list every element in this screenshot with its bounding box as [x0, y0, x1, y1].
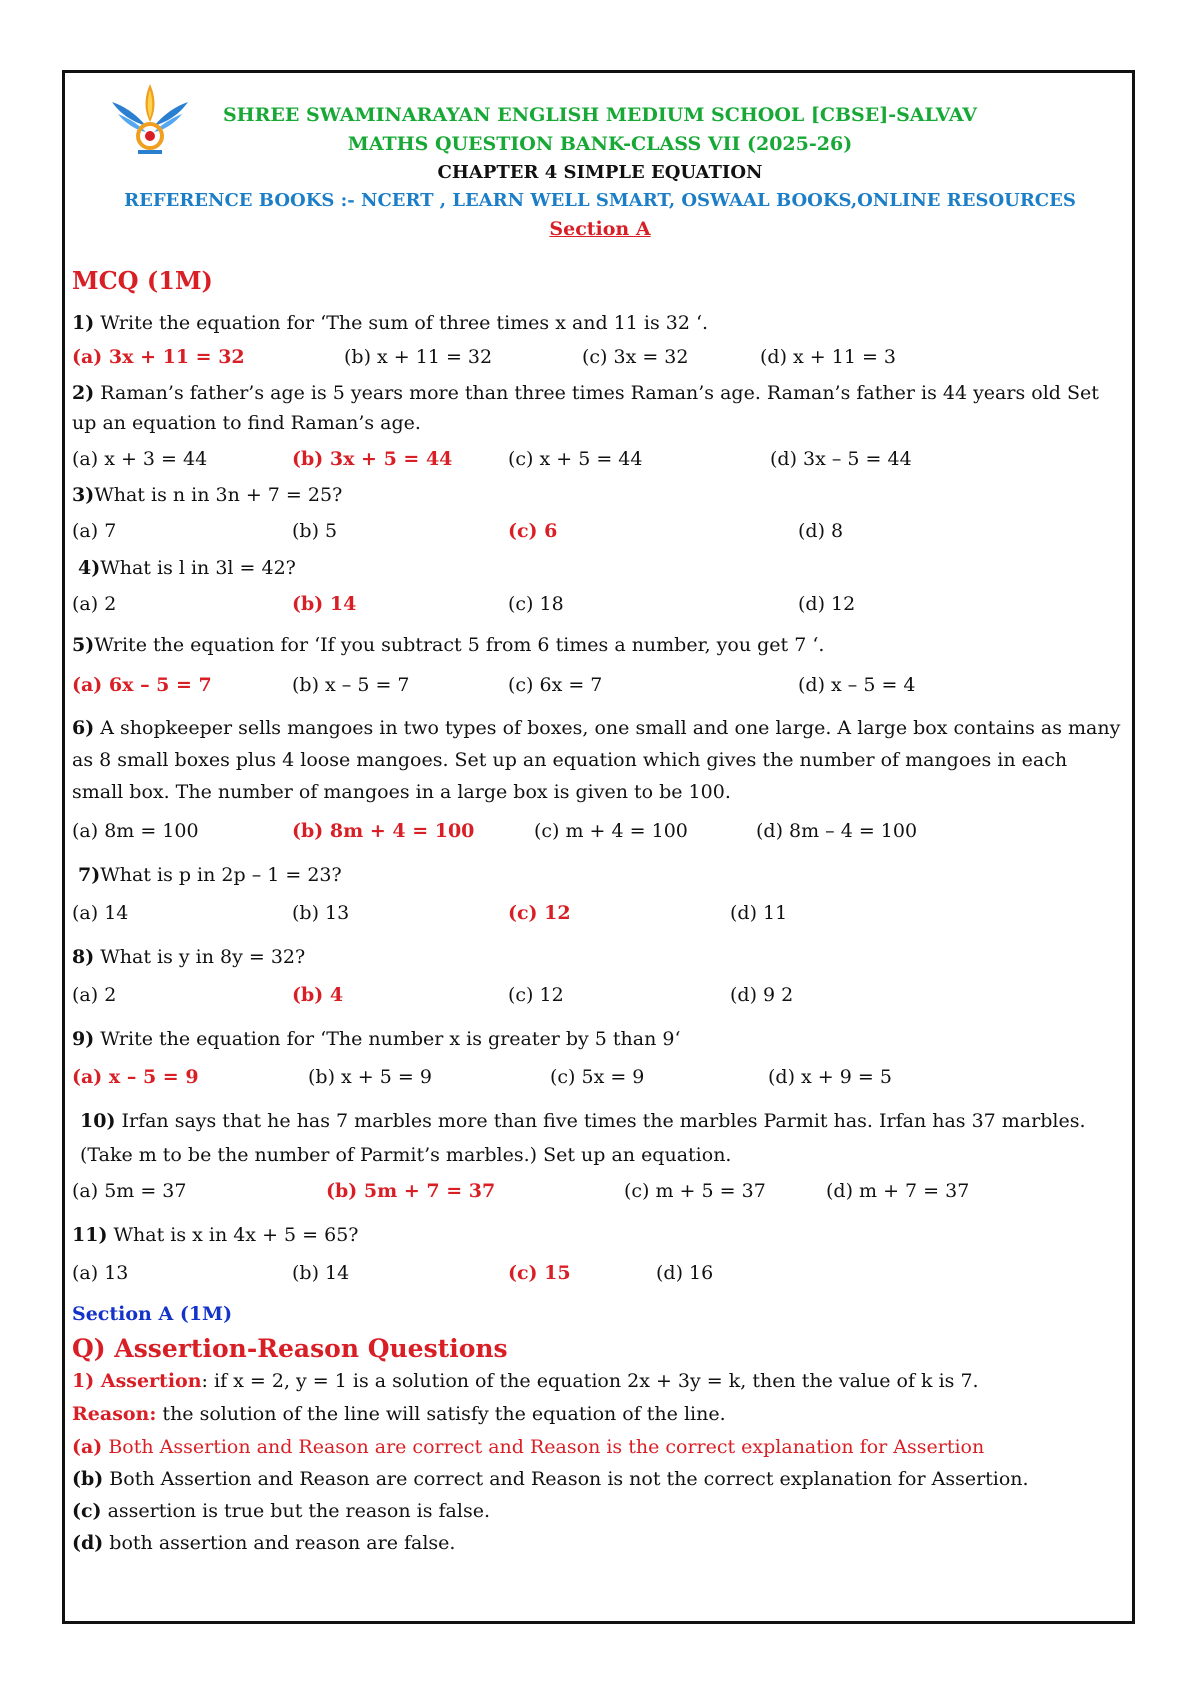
option-a: (a) 6x – 5 = 7	[72, 674, 212, 696]
assertion-reason-heading: Q) Assertion-Reason Questions	[72, 1334, 508, 1363]
option-b: (b) 3x + 5 = 44	[292, 448, 453, 470]
mcq-heading: MCQ (1M)	[72, 266, 213, 295]
option-d: (d) 16	[656, 1262, 714, 1284]
option-c: (c) 12	[508, 902, 571, 924]
option-b: (b) 5	[292, 520, 338, 542]
question-4: 4)What is l in 3l = 42?	[78, 557, 296, 579]
assertion-line: 1) Assertion: if x = 2, y = 1 is a solution of the equation 2x + 3y = k, then the value of k is 7.	[72, 1370, 979, 1392]
option-c: (c) m + 5 = 37	[624, 1180, 766, 1202]
question-6: 6) A shopkeeper sells mangoes in two types of boxes, one small and one large. A large box contains as many as 8 small boxes plus 4 loose mangoes. Set up an equation which gives the number of mangoes in each small box. The number of mangoes in a large box is given to be 100.	[72, 717, 1121, 803]
ar-option-d: (d) both assertion and reason are false.	[72, 1532, 456, 1554]
option-a: (a) 2	[72, 984, 117, 1006]
question-10: 10) Irfan says that he has 7 marbles more than five times the marbles Parmit has. Irfan has 37 marbles. (Take m to be the number of Parmit’s marbles.) Set up an equation.	[80, 1110, 1086, 1166]
option-d: (d) x – 5 = 4	[798, 674, 916, 696]
question-8: 8) What is y in 8y = 32?	[72, 946, 306, 968]
option-a: (a) 7	[72, 520, 117, 542]
question-2: 2) Raman’s father’s age is 5 years more than three times Raman’s age. Raman’s father is 44 years old Set up an equation to find Raman’s age.	[72, 382, 1099, 434]
option-c: (c) 18	[508, 593, 564, 615]
ar-option-c: (c) assertion is true but the reason is false.	[72, 1500, 490, 1522]
option-a: (a) 14	[72, 902, 129, 924]
option-d: (d) x + 9 = 5	[768, 1066, 892, 1088]
option-c: (c) m + 4 = 100	[534, 820, 688, 842]
option-c: (c) 5x = 9	[550, 1066, 645, 1088]
reference-books: REFERENCE BOOKS :- NCERT , LEARN WELL SMART, OSWAAL BOOKS,ONLINE RESOURCES	[124, 190, 1076, 211]
option-a: (a) 13	[72, 1262, 129, 1284]
option-c: (c) 15	[508, 1262, 571, 1284]
option-c: (c) 12	[508, 984, 564, 1006]
option-b: (b) 14	[292, 1262, 350, 1284]
question-11: 11) What is x in 4x + 5 = 65?	[72, 1224, 359, 1246]
section-title: Section A	[549, 218, 651, 240]
chapter-title: CHAPTER 4 SIMPLE EQUATION	[437, 162, 763, 183]
question-7: 7)What is p in 2p – 1 = 23?	[78, 864, 342, 886]
question-5: 5)Write the equation for ‘If you subtract 5 from 6 times a number, you get 7 ‘.	[72, 634, 825, 656]
option-a: (a) x + 3 = 44	[72, 448, 208, 470]
option-a: (a) x – 5 = 9	[72, 1066, 199, 1088]
option-a: (a) 3x + 11 = 32	[72, 346, 245, 368]
question-9: 9) Write the equation for ‘The number x is greater by 5 than 9‘	[72, 1028, 681, 1050]
option-d: (d) 12	[798, 593, 856, 615]
option-c: (c) 6	[508, 520, 558, 542]
question-1: 1) Write the equation for ‘The sum of three times x and 11 is 32 ‘.	[72, 312, 709, 334]
option-a: (a) 5m = 37	[72, 1180, 187, 1202]
option-b: (b) x + 5 = 9	[308, 1066, 432, 1088]
option-b: (b) x – 5 = 7	[292, 674, 410, 696]
option-c: (c) 6x = 7	[508, 674, 603, 696]
option-d: (d) m + 7 = 37	[826, 1180, 970, 1202]
ar-option-a: (a) Both Assertion and Reason are correct and Reason is the correct explanation for Assertion	[72, 1436, 985, 1458]
reason-line: Reason: the solution of the line will satisfy the equation of the line.	[72, 1403, 726, 1425]
section-a-1m-heading: Section A (1M)	[72, 1303, 233, 1325]
option-d: (d) 8	[798, 520, 844, 542]
option-b: (b) x + 11 = 32	[344, 346, 493, 368]
option-d: (d) 8m – 4 = 100	[756, 820, 918, 842]
option-a: (a) 2	[72, 593, 117, 615]
option-b: (b) 13	[292, 902, 350, 924]
option-a: (a) 8m = 100	[72, 820, 199, 842]
option-d: (d) 11	[730, 902, 788, 924]
option-d: (d) 3x – 5 = 44	[770, 448, 912, 470]
question-3: 3)What is n in 3n + 7 = 25?	[72, 484, 343, 506]
option-b: (b) 8m + 4 = 100	[292, 820, 475, 842]
option-d: (d) x + 11 = 3	[760, 346, 897, 368]
option-b: (b) 14	[292, 593, 357, 615]
question-bank-title: MATHS QUESTION BANK-CLASS VII (2025-26)	[347, 133, 853, 155]
school-name: SHREE SWAMINARAYAN ENGLISH MEDIUM SCHOOL [CBSE]-SALVAV	[222, 104, 978, 126]
option-b: (b) 4	[292, 984, 344, 1006]
option-c: (c) x + 5 = 44	[508, 448, 643, 470]
option-c: (c) 3x = 32	[582, 346, 689, 368]
option-d: (d) 9 2	[730, 984, 794, 1006]
option-b: (b) 5m + 7 = 37	[326, 1180, 496, 1202]
ar-option-b: (b) Both Assertion and Reason are correct and Reason is not the correct explanation for Assertion.	[72, 1468, 1029, 1490]
